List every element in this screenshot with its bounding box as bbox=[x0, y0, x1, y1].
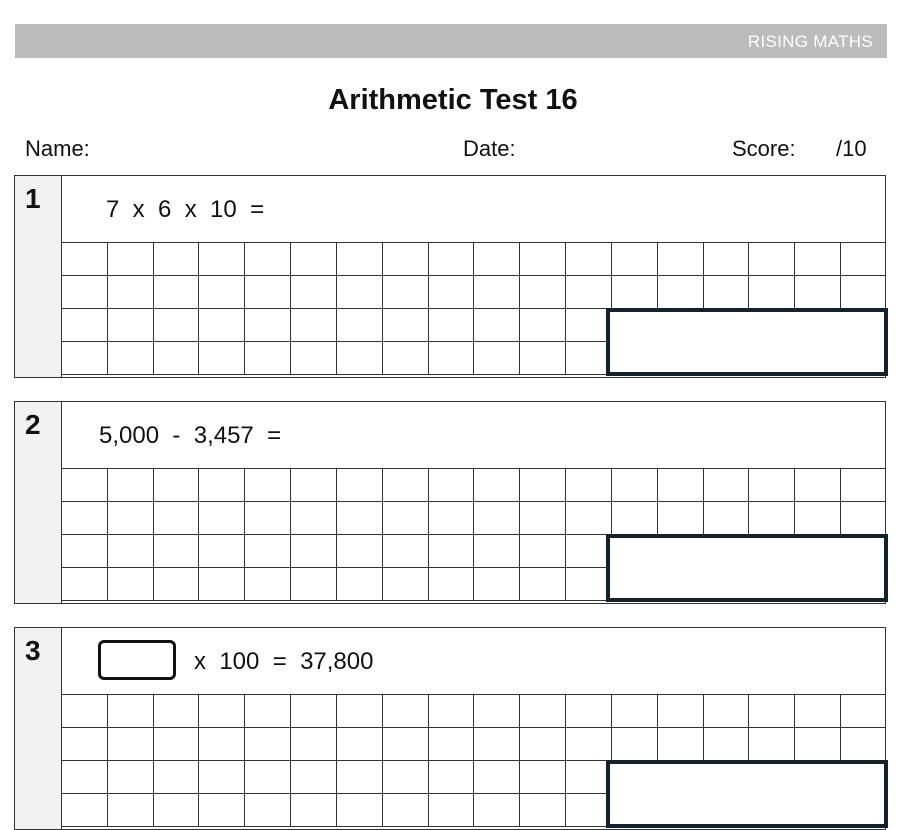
grid-cell[interactable] bbox=[337, 568, 383, 600]
grid-cell[interactable] bbox=[154, 502, 200, 534]
grid-cell[interactable] bbox=[154, 794, 200, 826]
grid-cell[interactable] bbox=[520, 695, 566, 727]
grid-cell[interactable] bbox=[383, 535, 429, 567]
grid-cell[interactable] bbox=[658, 276, 704, 308]
grid-cell[interactable] bbox=[429, 502, 475, 534]
grid-cell[interactable] bbox=[520, 535, 566, 567]
grid-cell[interactable] bbox=[520, 309, 566, 341]
grid-cell[interactable] bbox=[429, 309, 475, 341]
grid-cell[interactable] bbox=[658, 469, 704, 501]
grid-cell[interactable] bbox=[383, 794, 429, 826]
grid-cell[interactable] bbox=[749, 469, 795, 501]
grid-cell[interactable] bbox=[245, 243, 291, 275]
grid-cell[interactable] bbox=[62, 761, 108, 793]
grid-cell[interactable] bbox=[795, 728, 841, 760]
grid-cell[interactable] bbox=[520, 794, 566, 826]
grid-cell[interactable] bbox=[245, 469, 291, 501]
grid-cell[interactable] bbox=[337, 728, 383, 760]
grid-cell[interactable] bbox=[474, 535, 520, 567]
question-number-column bbox=[15, 628, 62, 829]
grid-cell[interactable] bbox=[154, 469, 200, 501]
grid-cell[interactable] bbox=[154, 695, 200, 727]
grid-cell[interactable] bbox=[566, 695, 612, 727]
grid-cell[interactable] bbox=[383, 761, 429, 793]
grid-cell[interactable] bbox=[337, 502, 383, 534]
grid-cell[interactable] bbox=[199, 243, 245, 275]
grid-cell[interactable] bbox=[62, 342, 108, 374]
grid-cell[interactable] bbox=[749, 502, 795, 534]
grid-cell[interactable] bbox=[62, 695, 108, 727]
grid-cell[interactable] bbox=[108, 309, 154, 341]
grid-cell[interactable] bbox=[62, 502, 108, 534]
grid-cell[interactable] bbox=[520, 502, 566, 534]
grid-cell[interactable] bbox=[291, 342, 337, 374]
grid-cell[interactable] bbox=[291, 568, 337, 600]
grid-cell[interactable] bbox=[154, 535, 200, 567]
answer-box[interactable] bbox=[606, 534, 888, 602]
grid-cell[interactable] bbox=[337, 761, 383, 793]
grid-cell[interactable] bbox=[245, 568, 291, 600]
grid-cell[interactable] bbox=[62, 535, 108, 567]
missing-number-box[interactable] bbox=[98, 640, 176, 680]
grid-cell[interactable] bbox=[291, 243, 337, 275]
grid-cell[interactable] bbox=[199, 502, 245, 534]
grid-cell[interactable] bbox=[108, 276, 154, 308]
question-number: 2 bbox=[25, 409, 41, 440]
grid-cell[interactable] bbox=[337, 342, 383, 374]
grid-cell[interactable] bbox=[291, 276, 337, 308]
grid-cell[interactable] bbox=[566, 728, 612, 760]
grid-cell[interactable] bbox=[474, 342, 520, 374]
grid-cell[interactable] bbox=[795, 695, 841, 727]
grid-cell[interactable] bbox=[199, 568, 245, 600]
grid-cell[interactable] bbox=[383, 469, 429, 501]
grid-cell[interactable] bbox=[841, 469, 886, 501]
grid-cell[interactable] bbox=[795, 469, 841, 501]
brand-label: RISING MATHS bbox=[747, 32, 873, 51]
grid-cell[interactable] bbox=[245, 728, 291, 760]
grid-cell[interactable] bbox=[841, 695, 886, 727]
grid-cell[interactable] bbox=[62, 243, 108, 275]
grid-cell[interactable] bbox=[199, 761, 245, 793]
grid-cell[interactable] bbox=[108, 469, 154, 501]
grid-cell[interactable] bbox=[704, 469, 750, 501]
grid-cell[interactable] bbox=[245, 502, 291, 534]
grid-row bbox=[62, 469, 886, 502]
grid-cell[interactable] bbox=[108, 243, 154, 275]
grid-cell[interactable] bbox=[108, 502, 154, 534]
grid-cell[interactable] bbox=[154, 309, 200, 341]
grid-cell[interactable] bbox=[520, 243, 566, 275]
grid-cell[interactable] bbox=[474, 568, 520, 600]
grid-cell[interactable] bbox=[62, 309, 108, 341]
grid-cell[interactable] bbox=[795, 276, 841, 308]
grid-cell[interactable] bbox=[337, 535, 383, 567]
question-number-column bbox=[15, 176, 62, 377]
grid-cell[interactable] bbox=[291, 794, 337, 826]
grid-cell[interactable] bbox=[291, 469, 337, 501]
grid-cell[interactable] bbox=[749, 243, 795, 275]
grid-cell[interactable] bbox=[383, 568, 429, 600]
grid-cell[interactable] bbox=[199, 794, 245, 826]
grid-cell[interactable] bbox=[429, 728, 475, 760]
grid-cell[interactable] bbox=[383, 502, 429, 534]
grid-cell[interactable] bbox=[108, 568, 154, 600]
grid-cell[interactable] bbox=[704, 728, 750, 760]
grid-cell[interactable] bbox=[520, 761, 566, 793]
grid-cell[interactable] bbox=[429, 695, 475, 727]
grid-cell[interactable] bbox=[291, 502, 337, 534]
grid-cell[interactable] bbox=[383, 243, 429, 275]
grid-cell[interactable] bbox=[566, 276, 612, 308]
grid-cell[interactable] bbox=[795, 243, 841, 275]
grid-row bbox=[62, 728, 886, 761]
grid-cell[interactable] bbox=[199, 276, 245, 308]
grid-cell[interactable] bbox=[337, 794, 383, 826]
grid-cell[interactable] bbox=[108, 728, 154, 760]
grid-row bbox=[62, 502, 886, 535]
grid-cell[interactable] bbox=[337, 243, 383, 275]
grid-cell[interactable] bbox=[474, 502, 520, 534]
grid-cell[interactable] bbox=[245, 342, 291, 374]
grid-cell[interactable] bbox=[520, 568, 566, 600]
grid-row bbox=[62, 276, 886, 309]
grid-cell[interactable] bbox=[749, 695, 795, 727]
grid-cell[interactable] bbox=[612, 502, 658, 534]
grid-cell[interactable] bbox=[612, 469, 658, 501]
grid-cell[interactable] bbox=[291, 728, 337, 760]
grid-cell[interactable] bbox=[245, 309, 291, 341]
grid-cell[interactable] bbox=[108, 761, 154, 793]
grid-cell[interactable] bbox=[704, 276, 750, 308]
grid-cell[interactable] bbox=[108, 695, 154, 727]
grid-cell[interactable] bbox=[62, 568, 108, 600]
question-expression: 7 x 6 x 10 = bbox=[106, 196, 265, 223]
grid-cell[interactable] bbox=[154, 276, 200, 308]
grid-cell[interactable] bbox=[612, 695, 658, 727]
grid-cell[interactable] bbox=[291, 695, 337, 727]
grid-cell[interactable] bbox=[612, 243, 658, 275]
page-title: Arithmetic Test 16 bbox=[328, 84, 578, 116]
grid-cell[interactable] bbox=[520, 469, 566, 501]
score-total: /10 bbox=[836, 136, 867, 161]
grid-cell[interactable] bbox=[383, 695, 429, 727]
grid-cell[interactable] bbox=[245, 535, 291, 567]
grid-cell[interactable] bbox=[474, 761, 520, 793]
grid-cell[interactable] bbox=[108, 794, 154, 826]
grid-cell[interactable] bbox=[199, 535, 245, 567]
answer-box[interactable] bbox=[606, 308, 888, 376]
grid-cell[interactable] bbox=[612, 276, 658, 308]
grid-cell[interactable] bbox=[337, 695, 383, 727]
grid-cell[interactable] bbox=[429, 761, 475, 793]
grid-cell[interactable] bbox=[154, 761, 200, 793]
question-2 bbox=[14, 401, 886, 604]
grid-cell[interactable] bbox=[245, 794, 291, 826]
grid-cell[interactable] bbox=[154, 243, 200, 275]
grid-cell[interactable] bbox=[841, 728, 886, 760]
grid-cell[interactable] bbox=[749, 728, 795, 760]
grid-cell[interactable] bbox=[795, 502, 841, 534]
question-1 bbox=[14, 175, 886, 378]
grid-cell[interactable] bbox=[474, 695, 520, 727]
grid-cell[interactable] bbox=[841, 276, 886, 308]
grid-cell[interactable] bbox=[291, 761, 337, 793]
grid-cell[interactable] bbox=[383, 342, 429, 374]
grid-cell[interactable] bbox=[199, 342, 245, 374]
grid-cell[interactable] bbox=[520, 276, 566, 308]
grid-cell[interactable] bbox=[245, 695, 291, 727]
grid-cell[interactable] bbox=[337, 276, 383, 308]
grid-cell[interactable] bbox=[658, 243, 704, 275]
grid-cell[interactable] bbox=[383, 728, 429, 760]
grid-cell[interactable] bbox=[520, 342, 566, 374]
header-bar bbox=[15, 24, 887, 58]
question-expression: x 100 = 37,800 bbox=[194, 648, 374, 675]
grid-cell[interactable] bbox=[199, 309, 245, 341]
grid-cell[interactable] bbox=[429, 276, 475, 308]
grid-cell[interactable] bbox=[520, 728, 566, 760]
grid-cell[interactable] bbox=[474, 276, 520, 308]
grid-cell[interactable] bbox=[429, 243, 475, 275]
grid-cell[interactable] bbox=[337, 309, 383, 341]
grid-cell[interactable] bbox=[429, 794, 475, 826]
grid-cell[interactable] bbox=[658, 728, 704, 760]
grid-cell[interactable] bbox=[62, 794, 108, 826]
grid-cell[interactable] bbox=[245, 276, 291, 308]
grid-cell[interactable] bbox=[245, 761, 291, 793]
grid-cell[interactable] bbox=[199, 469, 245, 501]
grid-cell[interactable] bbox=[704, 502, 750, 534]
grid-cell[interactable] bbox=[337, 469, 383, 501]
grid-cell[interactable] bbox=[108, 535, 154, 567]
grid-cell[interactable] bbox=[749, 276, 795, 308]
grid-cell[interactable] bbox=[383, 309, 429, 341]
grid-cell[interactable] bbox=[474, 469, 520, 501]
date-label: Date: bbox=[463, 136, 516, 161]
grid-cell[interactable] bbox=[474, 794, 520, 826]
grid-cell[interactable] bbox=[474, 243, 520, 275]
grid-cell[interactable] bbox=[429, 469, 475, 501]
grid-cell[interactable] bbox=[62, 728, 108, 760]
grid-cell[interactable] bbox=[291, 535, 337, 567]
name-label: Name: bbox=[25, 136, 90, 161]
grid-cell[interactable] bbox=[658, 695, 704, 727]
grid-row bbox=[62, 695, 886, 728]
answer-box[interactable] bbox=[606, 760, 888, 828]
question-3 bbox=[14, 627, 886, 830]
grid-cell[interactable] bbox=[658, 502, 704, 534]
grid-cell[interactable] bbox=[199, 695, 245, 727]
grid-cell[interactable] bbox=[566, 469, 612, 501]
grid-cell[interactable] bbox=[62, 469, 108, 501]
grid-cell[interactable] bbox=[154, 728, 200, 760]
grid-cell[interactable] bbox=[291, 309, 337, 341]
question-expression: 5,000 - 3,457 = bbox=[99, 422, 282, 449]
grid-cell[interactable] bbox=[566, 502, 612, 534]
grid-cell[interactable] bbox=[108, 342, 154, 374]
grid-cell[interactable] bbox=[841, 502, 886, 534]
question-number: 1 bbox=[25, 183, 41, 214]
grid-cell[interactable] bbox=[474, 728, 520, 760]
grid-cell[interactable] bbox=[704, 695, 750, 727]
question-number: 3 bbox=[25, 635, 41, 666]
grid-cell[interactable] bbox=[612, 728, 658, 760]
grid-cell[interactable] bbox=[429, 535, 475, 567]
question-number-column bbox=[15, 402, 62, 603]
grid-cell[interactable] bbox=[199, 728, 245, 760]
grid-cell[interactable] bbox=[566, 243, 612, 275]
grid-row bbox=[62, 243, 886, 276]
grid-cell[interactable] bbox=[154, 342, 200, 374]
grid-cell[interactable] bbox=[62, 276, 108, 308]
score-label: Score: bbox=[732, 136, 796, 161]
grid-cell[interactable] bbox=[704, 243, 750, 275]
grid-cell[interactable] bbox=[841, 243, 886, 275]
grid-cell[interactable] bbox=[383, 276, 429, 308]
grid-cell[interactable] bbox=[429, 342, 475, 374]
grid-cell[interactable] bbox=[429, 568, 475, 600]
grid-cell[interactable] bbox=[154, 568, 200, 600]
grid-cell[interactable] bbox=[474, 309, 520, 341]
